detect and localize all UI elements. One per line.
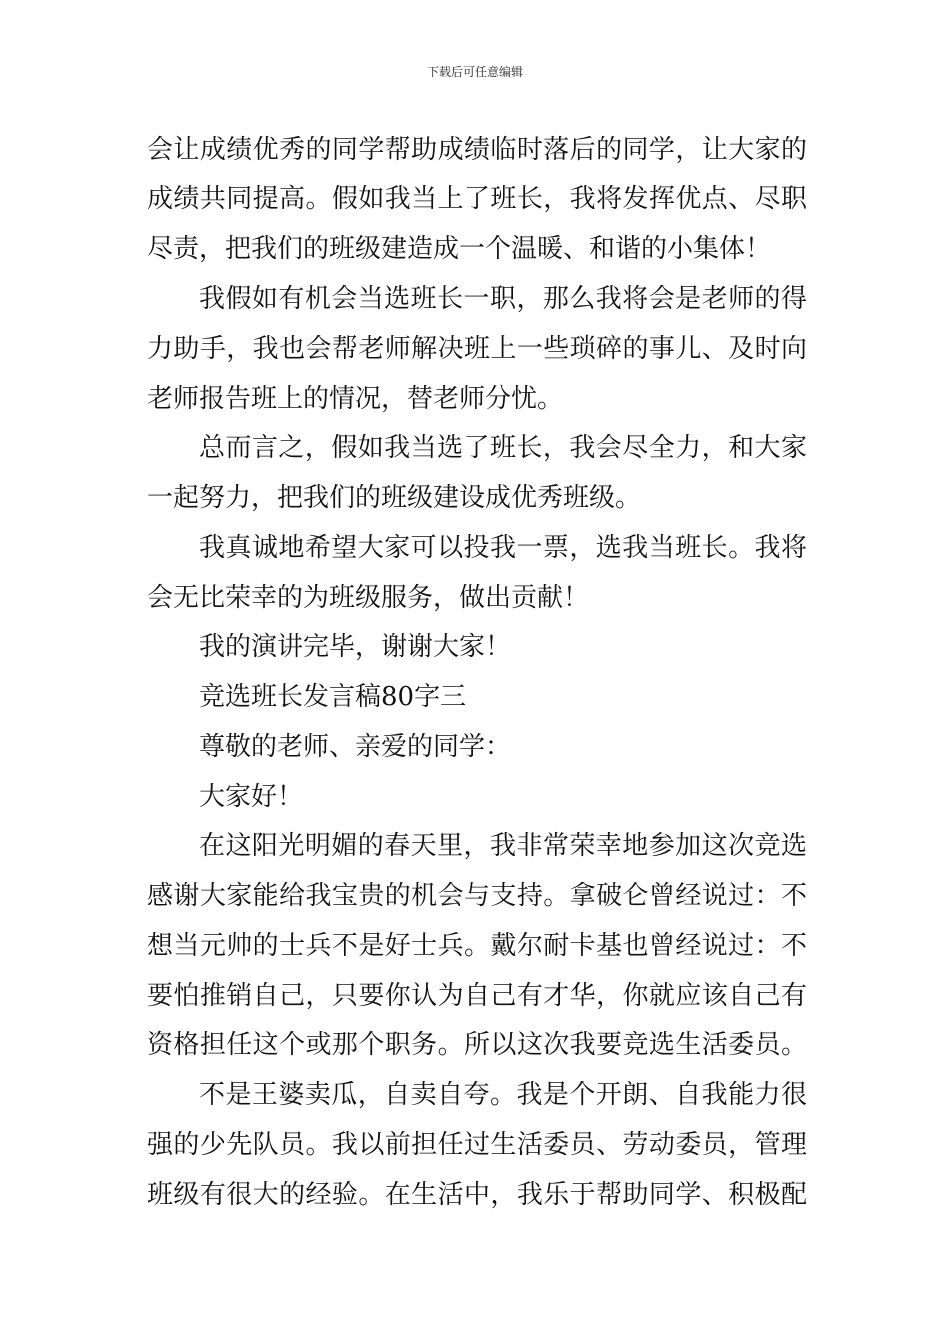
text-line: 班级有很大的经验。在生活中，我乐于帮助同学、积极配 bbox=[147, 1180, 807, 1210]
text-line: 我的演讲完毕，谢谢大家！ bbox=[199, 632, 512, 662]
text-line: 强的少先队员。我以前担任过生活委员、劳动委员，管理 bbox=[147, 1130, 807, 1160]
text-line: 尊敬的老师、亲爱的同学： bbox=[199, 732, 512, 762]
text-line: 老师报告班上的情况，替老师分忧。 bbox=[147, 384, 564, 414]
text-line: 在这阳光明媚的春天里，我非常荣幸地参加这次竞选 bbox=[199, 831, 807, 861]
text-line: 大家好！ bbox=[199, 782, 304, 812]
section-heading: 竞选班长发言稿80字三 bbox=[199, 682, 467, 712]
text-line: 会无比荣幸的为班级服务，做出贡献！ bbox=[147, 583, 590, 613]
text-line: 要怕推销自己，只要你认为自己有才华，你就应该自己有 bbox=[147, 981, 807, 1011]
text-line: 总而言之，假如我当选了班长，我会尽全力，和大家 bbox=[199, 433, 807, 463]
text-line: 成绩共同提高。假如我当上了班长，我将发挥优点、尽职 bbox=[147, 184, 807, 214]
text-line: 会让成绩优秀的同学帮助成绩临时落后的同学，让大家的 bbox=[147, 135, 807, 165]
text-line: 我真诚地希望大家可以投我一票，选我当班长。我将 bbox=[199, 533, 807, 563]
text-line: 资格担任这个或那个职务。所以这次我要竞选生活委员。 bbox=[147, 1030, 807, 1060]
text-line: 一起努力，把我们的班级建设成优秀班级。 bbox=[147, 483, 642, 513]
text-line: 我假如有机会当选班长一职，那么我将会是老师的得 bbox=[199, 284, 807, 314]
text-line: 不是王婆卖瓜，自卖自夸。我是个开朗、自我能力很 bbox=[199, 1080, 807, 1110]
text-line: 感谢大家能给我宝贵的机会与支持。拿破仑曾经说过：不 bbox=[147, 881, 807, 911]
text-line: 尽责，把我们的班级建造成一个温暖、和谐的小集体！ bbox=[147, 234, 772, 264]
text-line: 想当元帅的士兵不是好士兵。戴尔耐卡基也曾经说过：不 bbox=[147, 931, 807, 961]
text-line: 力助手，我也会帮老师解决班上一些琐碎的事儿、及时向 bbox=[147, 334, 807, 364]
page-header-note: 下载后可任意编辑 bbox=[426, 65, 523, 79]
